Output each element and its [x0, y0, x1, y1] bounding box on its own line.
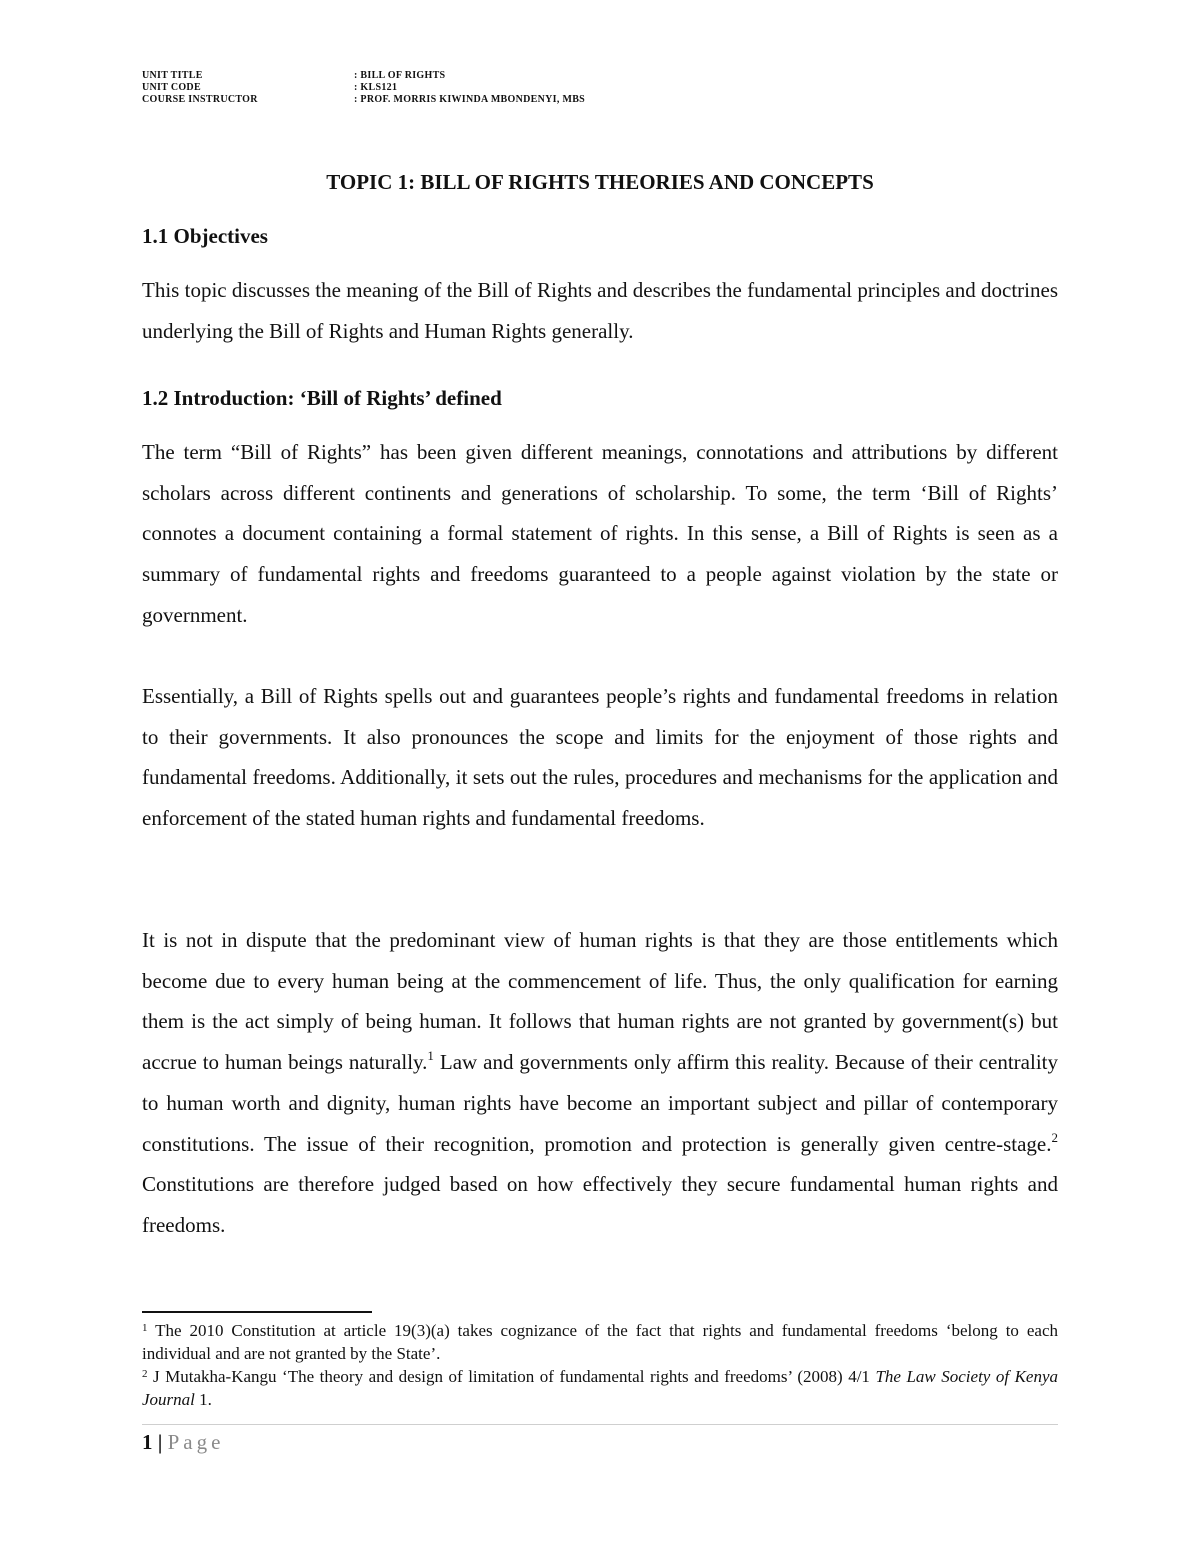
footer-separator-bar: |	[152, 1430, 168, 1454]
introduction-paragraph-2: Essentially, a Bill of Rights spells out and guarantees people’s rights and fundamental freedoms in relation to their governments. It also pronounces the scope and limits for the enjoyment of those rights and fundamental freedoms. Additionally, it sets out the rules, procedures and mechanisms for the application and enforcement of the stated human rights and fundamental freedoms.	[142, 684, 1058, 831]
footnote-journal-title: The Law Society of Kenya Journal	[142, 1367, 1059, 1409]
page-footer	[142, 1430, 224, 1455]
objectives-paragraph: This topic discusses the meaning of the Bill of Rights and describes the fundamental principles and doctrines underlying the Bill of Rights and Human Rights generally.	[142, 278, 1058, 343]
header-value: : KLS121	[354, 82, 398, 93]
footnote-text: The 2010 Constitution at article 19(3)(a) takes cognizance of the fact that rights and fundamental freedoms ‘belong to each individual and are not granted by the State’.	[142, 1321, 1058, 1363]
header-label: UNIT CODE	[142, 82, 201, 93]
header-value: : BILL OF RIGHTS	[354, 70, 446, 81]
header-row-unit-title	[142, 70, 585, 82]
page-label: Page	[167, 1430, 225, 1454]
footnote-separator	[142, 1311, 372, 1313]
footnote-number: 2	[142, 1368, 148, 1380]
section-heading-objectives: 1.1 Objectives	[142, 224, 268, 248]
header-value: : PROF. MORRIS KIWINDA MBONDENYI, MBS	[354, 94, 586, 105]
page-title: TOPIC 1: BILL OF RIGHTS THEORIES AND CONCEPTS	[326, 170, 874, 194]
page-number: 1	[142, 1430, 153, 1454]
header-label: COURSE INSTRUCTOR	[142, 94, 258, 105]
paragraph-text: Constitutions are therefore judged based on how effectively they secure fundamental human rights and freedoms.	[142, 1172, 1058, 1237]
header-row-course-instructor	[142, 94, 585, 106]
introduction-paragraph-1: The term “Bill of Rights” has been given different meanings, connotations and attributions by different scholars across different continents and generations of scholarship. To some, the term ‘Bill of Rights’ connotes a document containing a formal statement of rights. In this sense, a Bill of Rights is seen as a summary of fundamental rights and freedoms guaranteed to a people against violation by the state or government.	[142, 440, 1058, 627]
footnote-reference-1[interactable]: 1	[427, 1048, 434, 1064]
footnote-1	[142, 1320, 1058, 1365]
footer-separator	[142, 1424, 1058, 1425]
paragraph-text: It is not in dispute that the predominant view of human rights is that they are those entitlements which become due to every human being at the commencement of life. Thus, the only qualification for earning them is the act simply of being human. It follows that human rights are not granted by government(s) but accrue to human beings naturally.	[142, 928, 1058, 1075]
section-heading-introduction: 1.2 Introduction: ‘Bill of Rights’ defined	[142, 386, 502, 410]
footnote-text: 1.	[194, 1389, 212, 1409]
header-label: UNIT TITLE	[142, 70, 203, 81]
header-row-unit-code	[142, 82, 585, 94]
paragraph-text: Law and governments only affirm this reality. Because of their centrality to human worth and dignity, human rights have become an important subject and pillar of contemporary constitutions. The issue of their recognition, promotion and protection is generally given centre-stage.	[142, 1050, 1058, 1156]
footnote-number: 1	[142, 1322, 148, 1334]
footnote-reference-2[interactable]: 2	[1051, 1129, 1058, 1145]
introduction-paragraph-3	[142, 920, 1058, 1246]
footnote-text: J Mutakha-Kangu ‘The theory and design of limitation of fundamental rights and freedoms’ (2008) 4/1	[147, 1367, 876, 1386]
footnote-2	[142, 1366, 1058, 1411]
document-header	[142, 70, 585, 106]
